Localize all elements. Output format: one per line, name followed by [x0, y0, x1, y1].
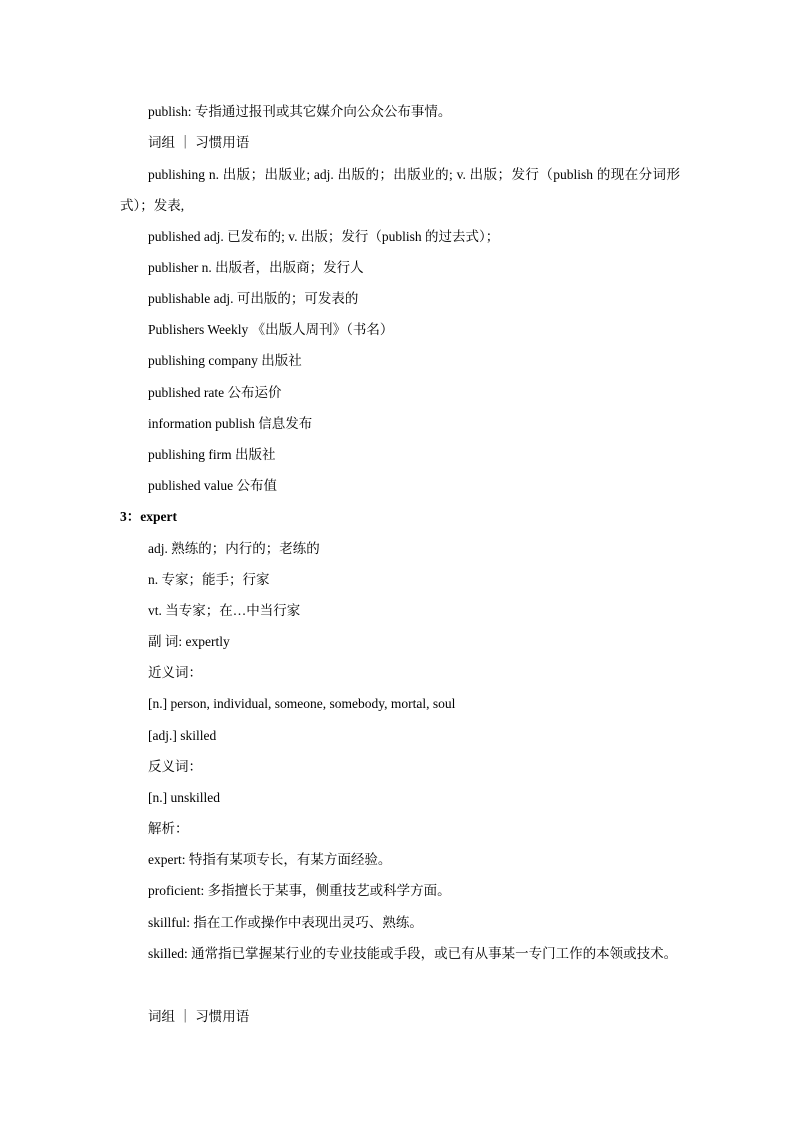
- publisher-definition: publisher n. 出版者，出版商；发行人: [148, 260, 364, 275]
- phrases-heading: 词组 ｜ 习惯用语: [148, 135, 250, 150]
- publishing-firm-entry: publishing firm 出版社: [148, 447, 276, 462]
- published-rate-entry: published rate 公布运价: [148, 385, 282, 400]
- section-heading-expert: 3：expert: [120, 509, 177, 524]
- skillful-note: skillful: 指在工作或操作中表现出灵巧、熟练。: [148, 915, 423, 930]
- synonyms-label: 近义词：: [148, 665, 202, 680]
- published-value-entry: published value 公布值: [148, 478, 277, 493]
- expert-adj-definition: adj. 熟练的；内行的；老练的: [148, 541, 320, 556]
- published-definition: published adj. 已发布的; v. 出版；发行（publish 的过去式）；: [148, 229, 500, 244]
- phrases-heading-2: 词组 ｜ 习惯用语: [148, 1009, 250, 1024]
- analysis-label: 解析：: [148, 821, 189, 836]
- publish-note: publish: 专指通过报刊或其它媒介向公众公布事情。: [148, 104, 452, 119]
- information-publish-entry: information publish 信息发布: [148, 416, 313, 431]
- antonyms-label: 反义词：: [148, 759, 202, 774]
- publishing-company-entry: publishing company 出版社: [148, 353, 302, 368]
- expert-note: expert: 特指有某项专长，有某方面经验。: [148, 852, 392, 867]
- antonyms-noun: [n.] unskilled: [148, 790, 220, 805]
- synonyms-noun: [n.] person, individual, someone, somebody, mortal, soul: [148, 696, 456, 711]
- expert-noun-definition: n. 专家；能手；行家: [148, 572, 270, 587]
- publishers-weekly-entry: Publishers Weekly 《出版人周刊》（书名）: [148, 322, 394, 337]
- expert-adverb: 副 词: expertly: [148, 634, 230, 649]
- skilled-note: skilled: 通常指已掌握某行业的专业技能或手段，或已有从事某一专门工作的本领或技术。: [148, 946, 678, 961]
- publishing-definition: publishing n. 出版；出版业; adj. 出版的；出版业的; v. 出版；发行（publish 的现在分词形式）；发表,: [120, 167, 680, 213]
- publishable-definition: publishable adj. 可出版的；可发表的: [148, 291, 359, 306]
- expert-verb-definition: vt. 当专家；在…中当行家: [148, 603, 301, 618]
- synonyms-adj: [adj.] skilled: [148, 728, 217, 743]
- proficient-note: proficient: 多指擅长于某事，侧重技艺或科学方面。: [148, 883, 451, 898]
